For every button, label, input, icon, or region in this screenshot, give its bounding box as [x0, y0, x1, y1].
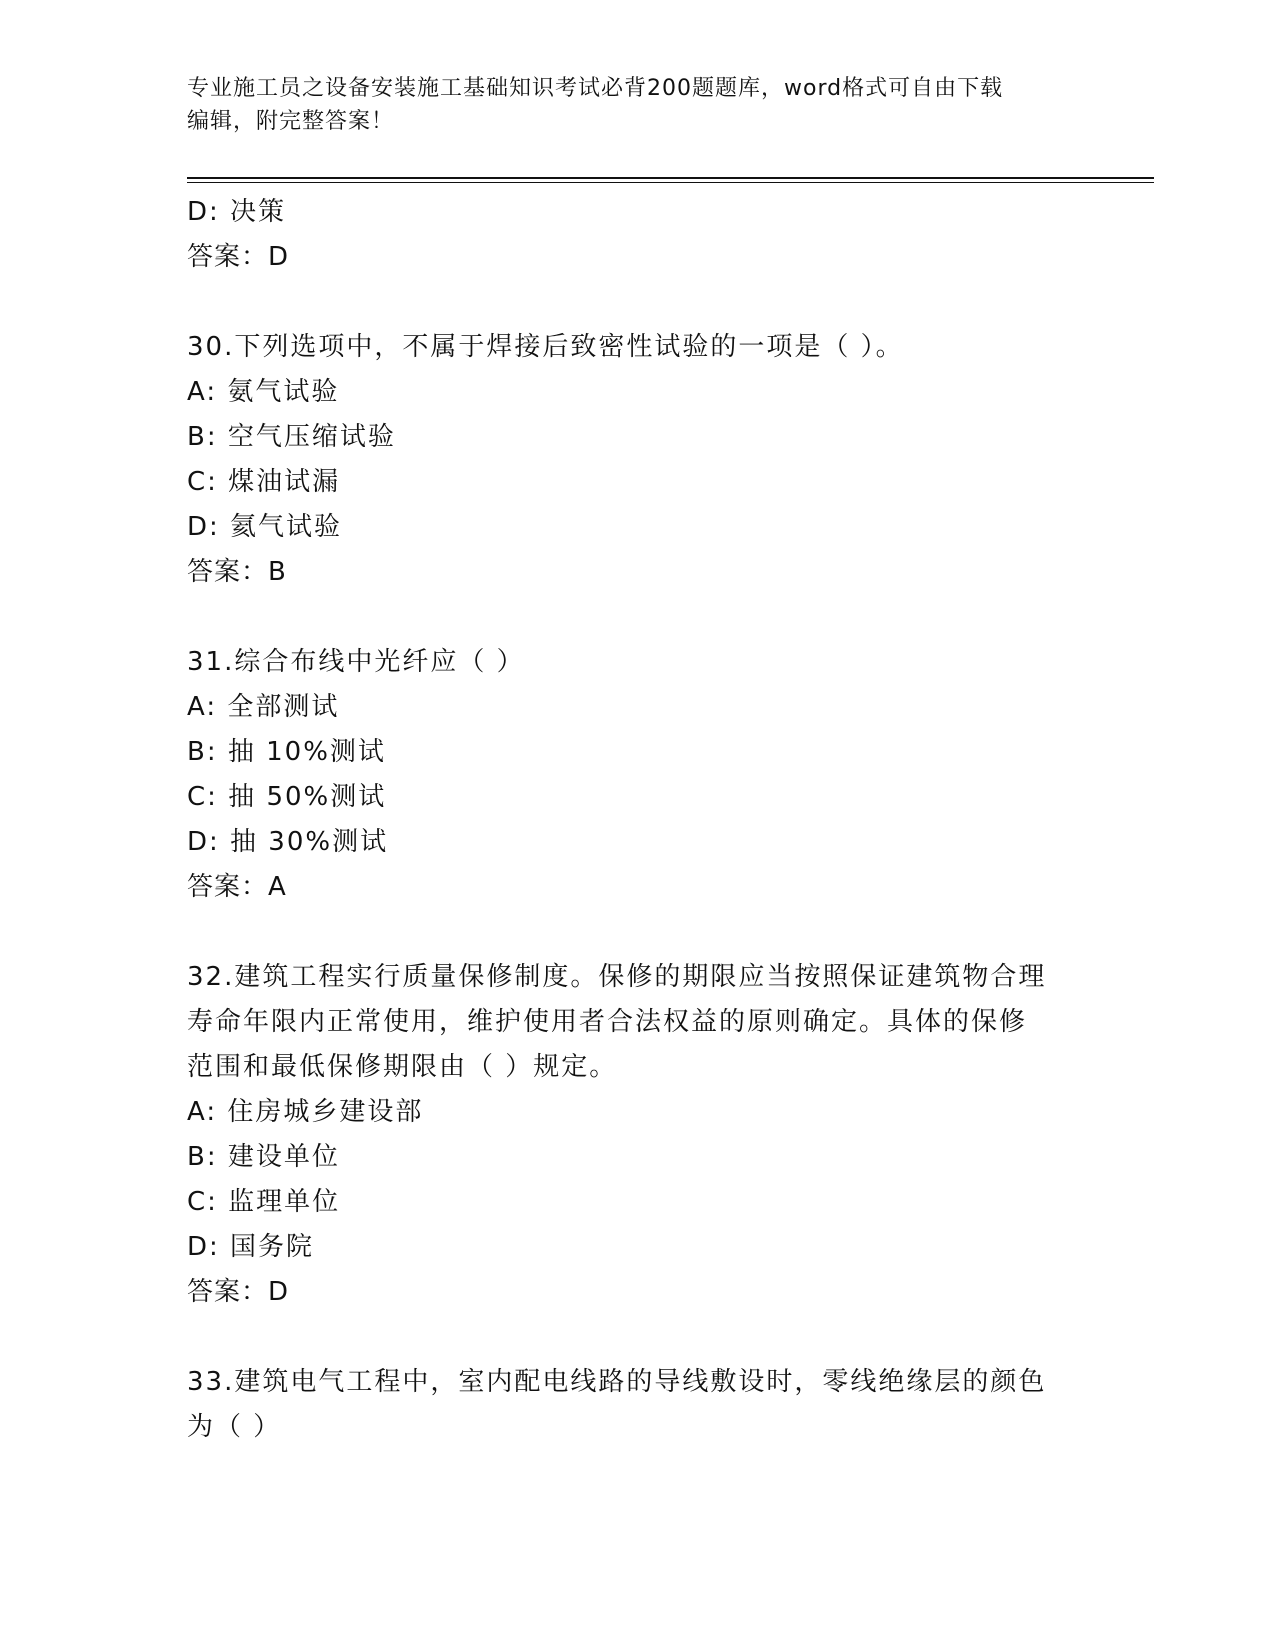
question-33-text-line-1: 33.建筑电气工程中，室内配电线路的导线敷设时，零线绝缘层的颜色	[187, 1367, 1047, 1397]
question-30-option-a: A: 氨气试验	[187, 377, 340, 407]
question-30-option-c: C: 煤油试漏	[187, 467, 341, 497]
question-32-text-line-1: 32.建筑工程实行质量保修制度。保修的期限应当按照保证建筑物合理	[187, 962, 1047, 992]
spacer	[187, 910, 1087, 955]
question-31-option-d: D: 抽 30%测试	[187, 827, 389, 857]
question-32-text-line-2: 寿命年限内正常使用，维护使用者合法权益的原则确定。具体的保修	[187, 1007, 1028, 1037]
header-title-line-2: 编辑，附完整答案！	[187, 109, 395, 134]
question-32-option-a: A: 住房城乡建设部	[187, 1097, 424, 1127]
question-32-answer: 答案：D	[187, 1277, 290, 1307]
question-32-option-b: B: 建设单位	[187, 1142, 340, 1172]
header-title-line-1: 专业施工员之设备安装施工基础知识考试必背200题题库，word格式可自由下载	[187, 76, 1004, 101]
spacer	[187, 280, 1087, 325]
question-30-option-d: D: 氦气试验	[187, 512, 343, 542]
question-list	[187, 190, 1087, 1450]
question-31-option-b: B: 抽 10%测试	[187, 737, 386, 767]
question-31-option-a: A: 全部测试	[187, 692, 340, 722]
question-33-text-line-2: 为（ ）	[187, 1412, 282, 1442]
spacer	[187, 1315, 1087, 1360]
question-30-answer: 答案：B	[187, 557, 287, 587]
page-header	[187, 72, 1067, 138]
spacer	[187, 595, 1087, 640]
header-divider	[187, 177, 1154, 179]
answer-line: 答案：D	[187, 242, 290, 272]
question-31-answer: 答案：A	[187, 872, 287, 902]
question-30-text: 30.下列选项中，不属于焊接后致密性试验的一项是（ ）。	[187, 332, 904, 362]
question-32-option-c: C: 监理单位	[187, 1187, 341, 1217]
header-divider-thin	[187, 182, 1154, 183]
question-31-text: 31.综合布线中光纤应（ ）	[187, 647, 525, 677]
question-32-option-d: D: 国务院	[187, 1232, 315, 1262]
question-32-text-line-3: 范围和最低保修期限由（ ）规定。	[187, 1052, 618, 1082]
question-30-option-b: B: 空气压缩试验	[187, 422, 396, 452]
question-31-option-c: C: 抽 50%测试	[187, 782, 387, 812]
option-d: D: 决策	[187, 197, 287, 227]
